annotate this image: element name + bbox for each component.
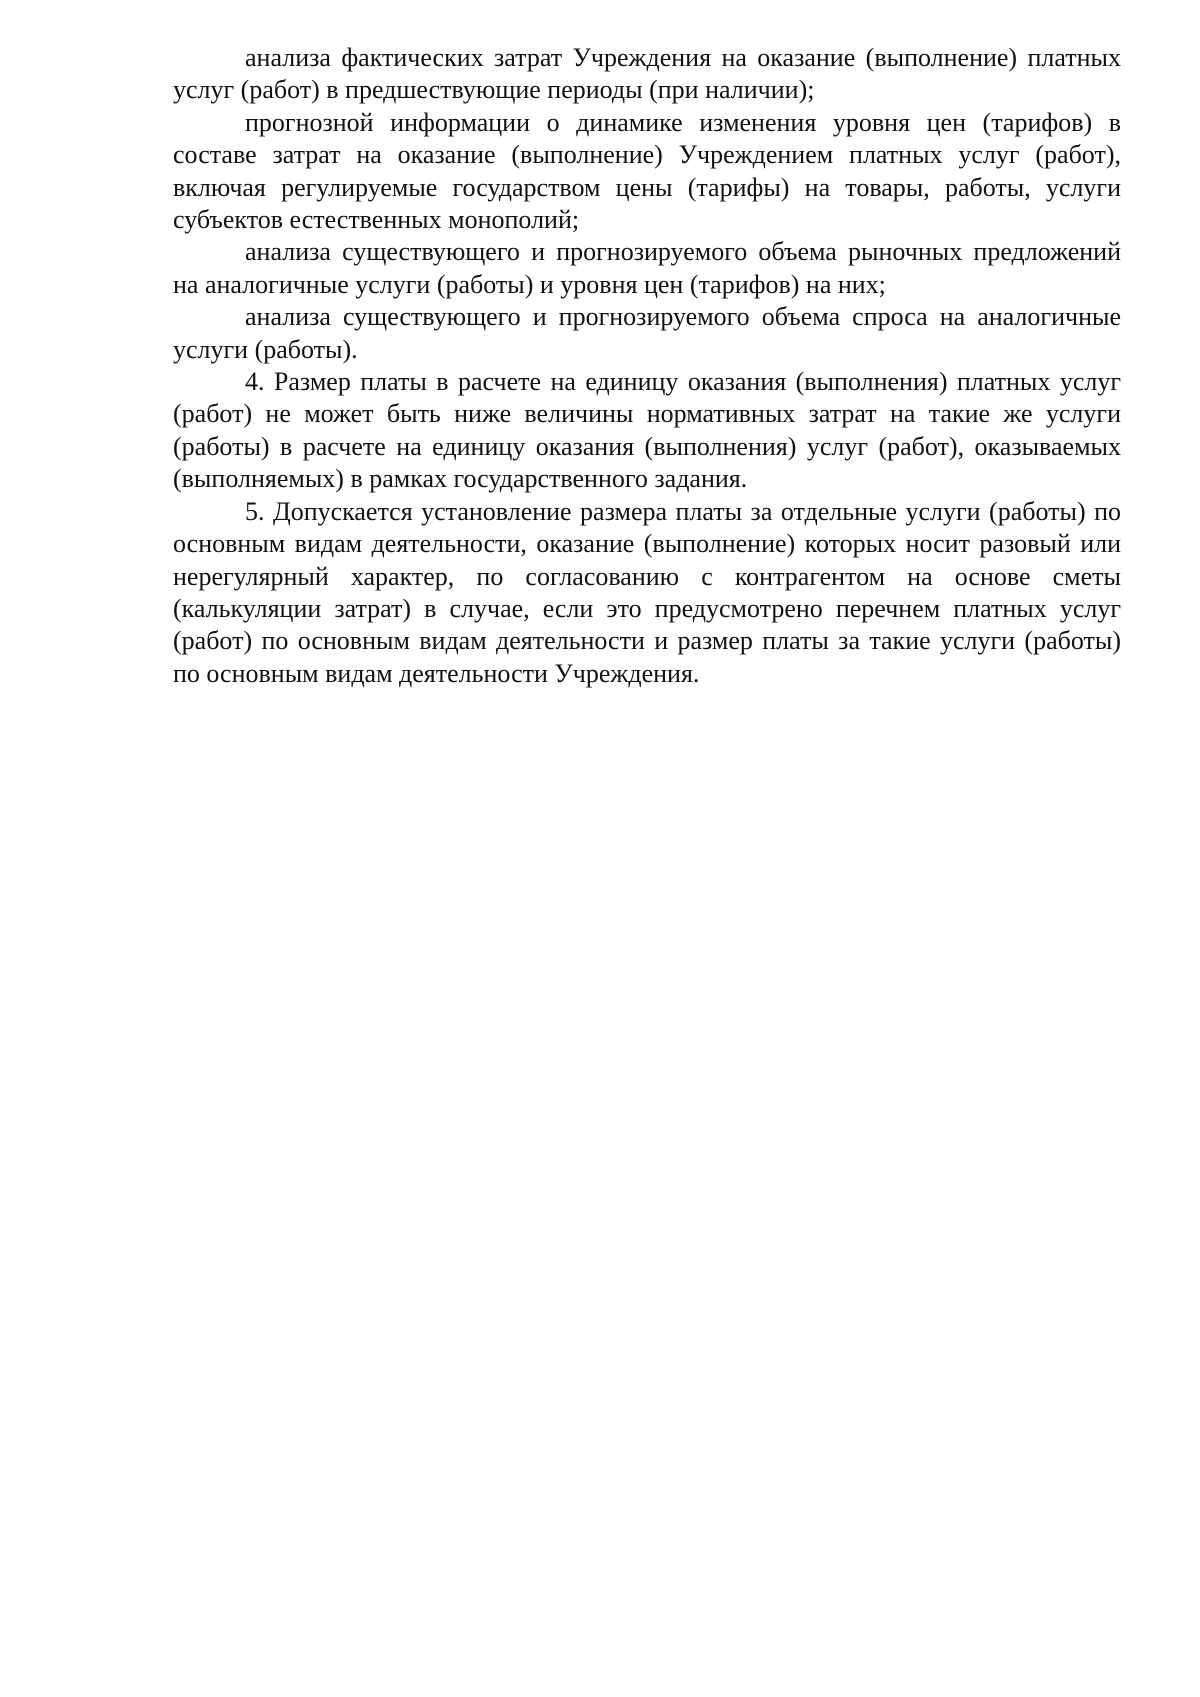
paragraph-cost-analysis: анализа фактических затрат Учреждения на оказание (выполнение) платных услуг (работ) в предшествующие периоды (при наличии);: [173, 43, 1121, 105]
paragraph-demand-analysis: анализа существующего и прогнозируемого объема спроса на аналогичные услуги (работы).: [173, 302, 1121, 364]
paragraph-market-supply: анализа существующего и прогнозируемого объема рыночных предложений на аналогичные услуги (работы) и уровня цен (тарифов) на них;: [173, 237, 1121, 299]
document-page: [173, 42, 1121, 690]
paragraph-clause-5: 5. Допускается установление размера платы за отдельные услуги (работы) по основным видам деятельности, оказание (выполнение) которых носит разовый или нерегулярный характер, по согласованию с контрагентом на основе сметы (калькуляции затрат) в случае, если это предусмотрено перечнем платных услуг (работ) по основным видам деятельности и размер платы за такие услуги (работы) по основным видам деятельности Учреждения.: [173, 496, 1121, 688]
paragraph-clause-4: 4. Размер платы в расчете на единицу оказания (выполнения) платных услуг (работ) не может быть ниже величины нормативных затрат на такие же услуги (работы) в расчете на единицу оказания (выполнения) услуг (работ), оказываемых (выполняемых) в рамках государственного задания.: [173, 367, 1121, 494]
paragraph-price-forecast: прогнозной информации о динамике изменения уровня цен (тарифов) в составе затрат на оказание (выполнение) Учреждением платных услуг (работ), включая регулируемые государством цены (тарифы) на товары, работы, услуги субъектов естественных монополий;: [173, 107, 1121, 235]
